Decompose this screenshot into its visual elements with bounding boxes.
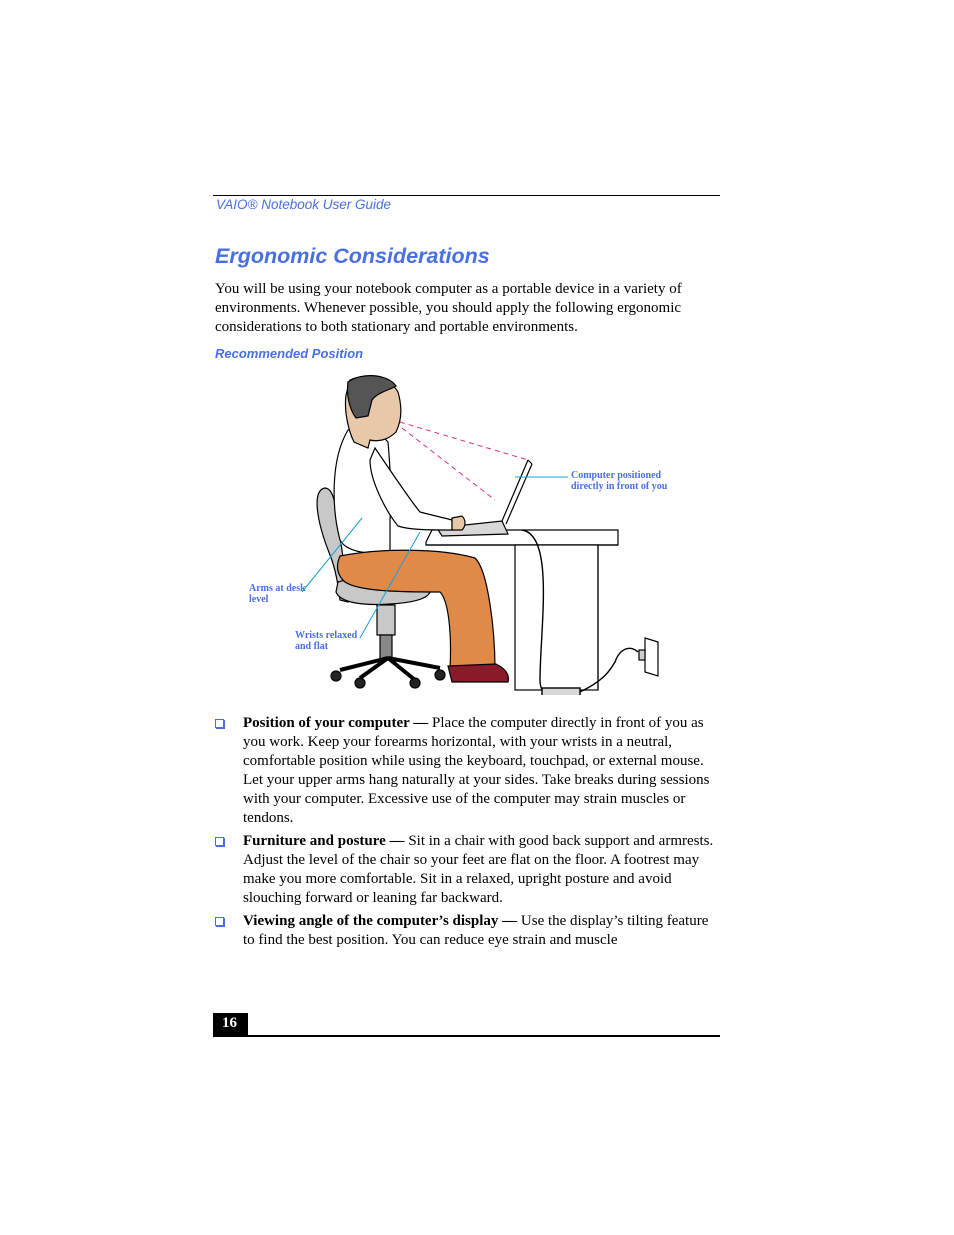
bullet-list: [215, 714, 720, 954]
label-arms-at-desk: [249, 583, 306, 605]
label-computer-line2: directly in front of you: [571, 481, 668, 492]
footer-rule: [213, 1035, 720, 1037]
label-computer-positioned: [571, 470, 667, 492]
label-arms-line2: level: [249, 594, 269, 605]
bullet-box-icon: [215, 719, 224, 728]
header-rule: [213, 195, 720, 196]
label-wrists-line1: Wrists relaxed: [295, 630, 358, 641]
label-wrists-relaxed: [295, 630, 357, 652]
bullet-text: Use the display’s tilting feature to find the best position. You can reduce eye strain and muscle: [243, 913, 709, 948]
bullet-term: Position of your computer —: [243, 715, 429, 731]
header-title: VAIO® Notebook User Guide: [216, 197, 392, 212]
bullet-box-icon: [215, 917, 224, 926]
subheading-recommended-position: Recommended Position: [215, 346, 364, 361]
label-wrists-line2: and flat: [295, 641, 329, 652]
bullet-text: Sit in a chair with good back support and armrests. Adjust the level of the chair so your feet are flat on the floor. A footrest may make you more comfortable. Sit in a relaxed, upright posture and avoid slouching forward or leaning far backward.: [243, 833, 714, 906]
bullet-term: Furniture and posture —: [243, 833, 405, 849]
ergonomic-figure: [240, 370, 680, 695]
sight-lines: [400, 422, 528, 500]
intro-paragraph: You will be using your notebook computer as a portable device in a variety of environments. Whenever possible, you should apply the following ergonomic considerations to both stationary and portable environments.: [215, 281, 682, 335]
bullet-term: Viewing angle of the computer’s display —: [243, 913, 518, 929]
label-arms-line1: Arms at desk: [249, 583, 306, 594]
wall-outlet: [639, 638, 658, 676]
bullet-item: [215, 912, 720, 950]
page-number: 16: [222, 1015, 237, 1031]
page-title: Ergonomic Considerations: [215, 244, 490, 268]
label-computer-line1: Computer positioned: [571, 470, 662, 481]
bullet-text: Place the computer directly in front of you as you work. Keep your forearms horizontal, with your wrists in a neutral, comfortable position while using the keyboard, touchpad, or external mouse. Let your upper arms hang naturally at your sides. Take breaks during sessions with your computer. Excessive use of the computer may strain muscles or tendons.: [243, 715, 710, 826]
bullet-box-icon: [215, 837, 224, 846]
bullet-item: [215, 714, 720, 828]
bullet-item: [215, 832, 720, 908]
